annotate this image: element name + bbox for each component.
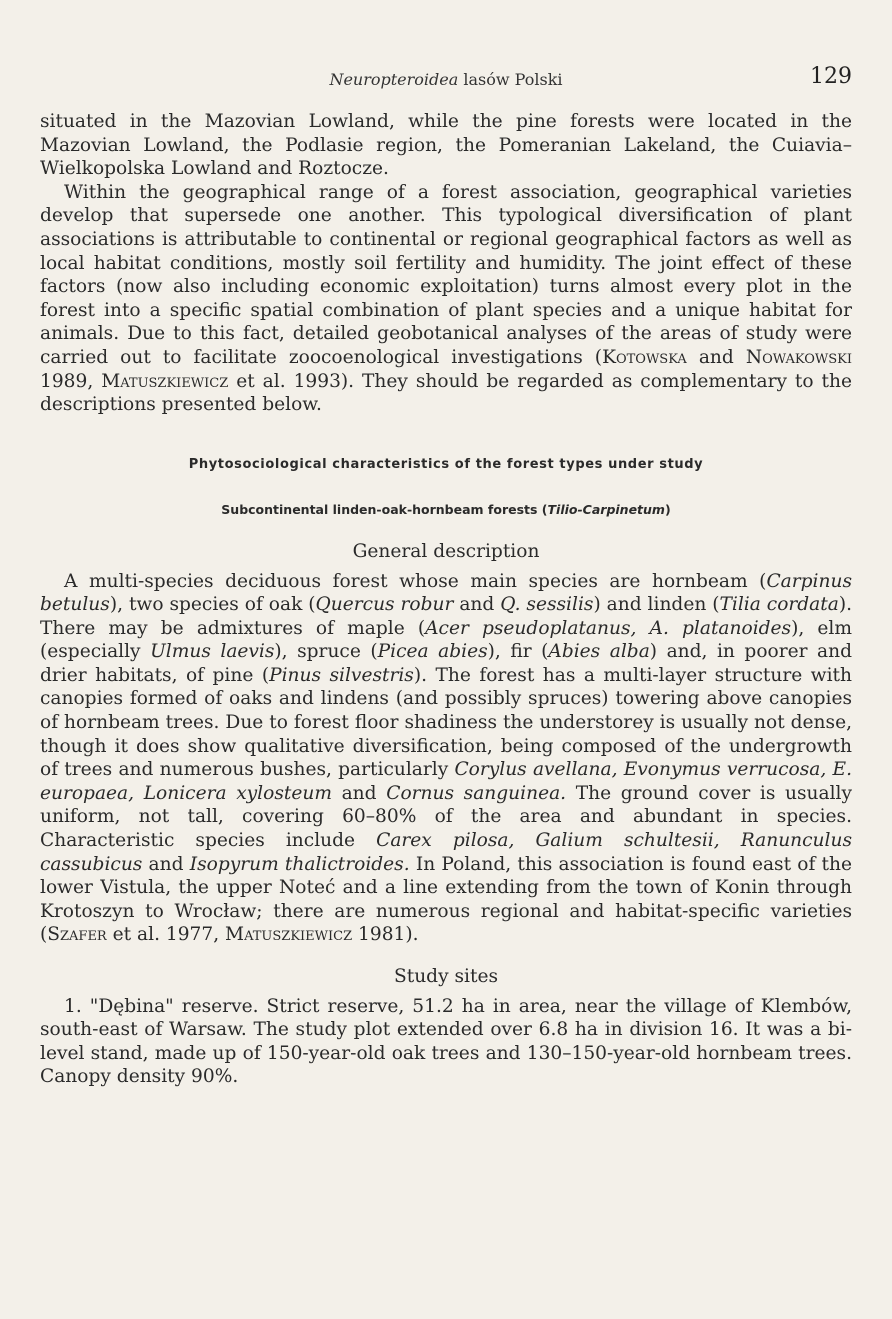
text-run: ), fir ( xyxy=(487,641,549,663)
text-run: ), two species of oak ( xyxy=(109,594,316,616)
subsection-heading-italic: Tilio-Carpinetum xyxy=(547,502,665,518)
page-header xyxy=(40,64,852,104)
study-sites-heading: Study sites xyxy=(393,966,498,987)
subsection-heading xyxy=(40,498,852,522)
study-site-1-paragraph: 1. "Dębina" reserve. Strict reserve, 51.2 ha in area, near the village of Klembów, south-east of Warsaw. The study plot extended over 6.8 ha in division 16. It was a bi-level stand, made up of 150-year-old oak trees and 130–150-year-old hornbeam trees. Canopy density 90%. xyxy=(40,995,852,1088)
text-run: In Poland, this association is found east of the lower Vistula, the upper Noteć and a line extending from the town of Konin through Krotoszyn to Wrocław; there are numerous regional and habitat-specific varieties ( xyxy=(40,853,853,946)
text-run: et al. 1977, xyxy=(106,924,226,946)
text-run: 1981). xyxy=(352,924,419,946)
running-title xyxy=(40,70,852,89)
text-run: The ground cover is usually uniform, not tall, covering 60–80% of the area and abundant in species. Characteristic species include xyxy=(40,782,852,852)
species-name: Quercus robur xyxy=(315,594,454,616)
author-kotowska: Kotowska xyxy=(602,346,687,368)
species-name: Ulmus laevis xyxy=(150,641,275,663)
species-name: Carpinus betulus xyxy=(40,570,852,616)
general-description-paragraph xyxy=(40,570,852,948)
species-name: Acer pseudoplatanus, A. platanoides xyxy=(425,617,792,639)
species-name: Carex pilosa, Galium schultesii, Ranunculus cassubicus xyxy=(40,830,853,875)
species-name: Abies alba xyxy=(548,641,650,663)
author-citation: Szafer xyxy=(47,924,107,946)
page-number: 129 xyxy=(810,64,852,89)
text-run: A multi-species deciduous forest whose main species are hornbeam ( xyxy=(64,570,767,592)
text-run: and xyxy=(331,782,387,804)
species-name: Q. sessilis xyxy=(500,594,594,616)
text-run: ) and, in poorer and drier habitats, of pine ( xyxy=(40,641,852,686)
running-title-rest: lasów Polski xyxy=(458,70,563,89)
author-citation: Matuszkiewicz xyxy=(225,924,353,946)
subsection-heading-close: ) xyxy=(664,502,671,518)
species-name: Cornus sanguinea. xyxy=(386,782,567,804)
text-run: ), elm (especially xyxy=(40,617,852,663)
text-run: ) and linden ( xyxy=(593,594,720,616)
general-description-heading: General description xyxy=(352,540,540,562)
species-name: Tilia cordata xyxy=(719,594,839,616)
species-name: Corylus avellana, Evonymus verrucosa, E. europaea, Lonicera xylosteum xyxy=(40,759,852,804)
paragraph-2-text: Within the geographical range of a forest association, geographical varieties develop that supersede one another. This typological diversification of plant associations is attributable to continental or regional geographical factors as well as local habitat conditions, mostly soil fertility and humidity. The joint effect of these factors (now also including economic exploitation) turns almost every plot in the forest into a specific spatial combination of plant species and a unique habitat for animals. Due to this fact, detailed geobotanical analyses of the areas of study were carried out to facilitate zoocoenological investigations ( xyxy=(40,181,852,368)
body-text xyxy=(40,110,852,1089)
paragraph-1: situated in the Mazovian Lowland, while the pine forests were located in the Mazovian Lowland, the Podlasie region, the Pomeranian Lakeland, the Cuiavia–Wielkopolska Lowland and Roztocze. xyxy=(40,111,852,180)
species-name: Isopyrum thalictroides. xyxy=(189,853,410,875)
paragraph-2-year: 1989, xyxy=(40,370,102,392)
author-nowakowski: Nowakowski xyxy=(745,346,852,368)
section-heading: Phytosociological characteristics of the forest types under study xyxy=(188,456,704,472)
species-name: Picea abies xyxy=(377,641,488,663)
paragraph-2 xyxy=(40,181,852,417)
author-matuszkiewicz: Matuszkiewicz xyxy=(101,370,229,392)
text-run: and xyxy=(453,594,501,616)
subsection-heading-text: Subcontinental linden-oak-hornbeam forests ( xyxy=(221,502,548,518)
text-run: ). There may be admixtures of maple ( xyxy=(40,594,852,639)
species-name: Pinus silvestris xyxy=(269,664,414,686)
running-title-italic: Neuropteroidea xyxy=(329,70,459,89)
text-run: ). The forest has a multi-layer structure with canopies formed of oaks and lindens (and possibly spruces) towering above canopies of hornbeam trees. Due to forest floor shadiness the understorey is usually not dense, though it does show qualitative diversification, being composed of the undergrowth of trees and numerous bushes, particularly xyxy=(40,664,852,781)
paragraph-2-end: et al. 1993). They should be regarded as complementary to the descriptions presented below. xyxy=(40,370,852,416)
text-run: ), spruce ( xyxy=(274,641,378,663)
paragraph-2-and: and xyxy=(686,346,746,368)
text-run: and xyxy=(142,853,190,875)
